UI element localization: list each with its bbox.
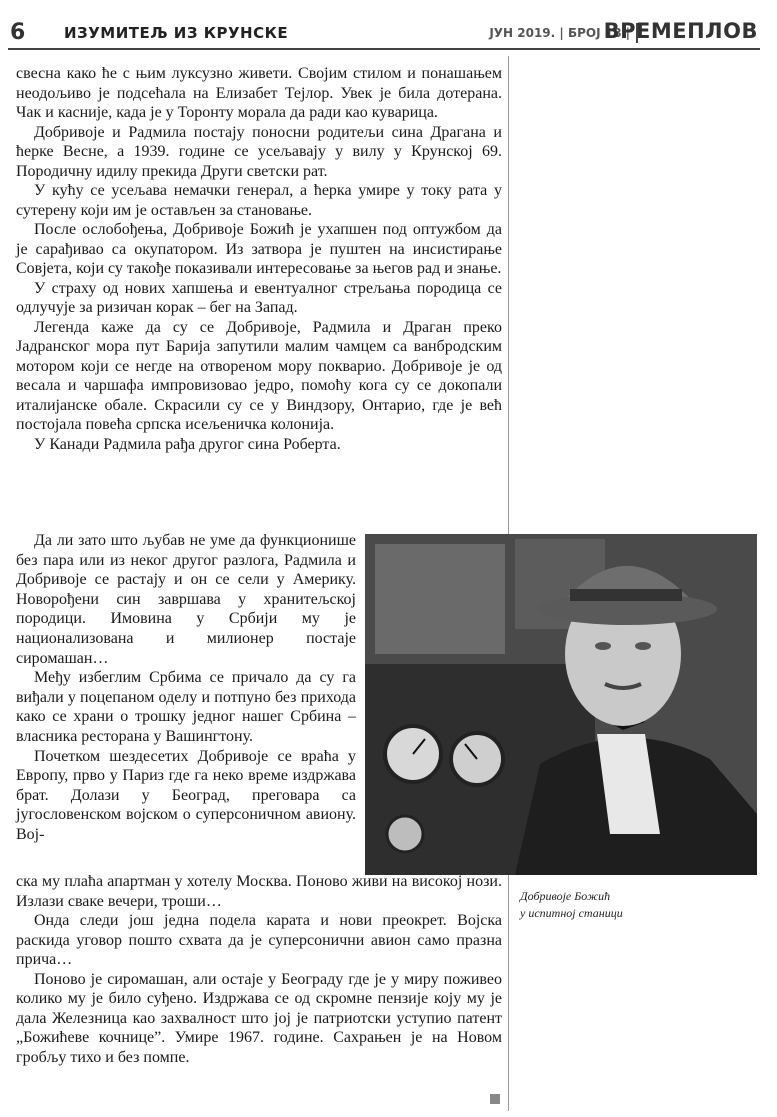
section-title: ИЗУМИТЕЉ ИЗ КРУНСКЕ: [64, 24, 289, 42]
page-header: [8, 19, 760, 50]
paragraph: свесна како ће с њим луксузно живети. Својим стилом и понашањем неодољиво је подсећала на Елизабет Тејлор. Увек је била дотерана. Чак и касније, када је у Торонту морала да ради као куварица.: [16, 65, 502, 121]
paragraph: Да ли зато што љубав не уме да функционише без пара или из неког другог разлога, Радмила и Добривоје се растају и он се сели у Америку. Новорођени син завршава у хранитељској породици. Имовина у Србији му је национализована и милионер постаје сиромашан…: [16, 532, 356, 667]
portrait-illustration: [365, 534, 757, 875]
portrait-photo: [365, 534, 757, 875]
paragraph: ска му плаћа апартман у хотелу Москва. Поново живи на високој нози. Излази сваке вечери, троши…: [16, 873, 502, 910]
paragraph: Легенда каже да су се Добривоје, Радмила и Драган преко Јадранског мора пут Барија запутили малим чамцем са ванбродским мотором који се негде на отвореном мору покварио. Добривоје је од весала и чаршафа импровизовао једро, помоћу кога су се докопали италијанске обале. Скрасили су се у Виндзору, Онтарио, где је већ постојала повећа српска исељеничка колонија.: [16, 318, 502, 433]
paragraph: Поново је сиромашан, али остаје у Београду где је у миру поживео колико му је било суђено. Издржава се од скромне пензије коју му је дала Железница као захвалност што јој је патриотски уступио патент „Божићеве кочнице”. Умире 1967. године. Сахрањен је на Новом гробљу тихо и без помпе.: [16, 970, 502, 1066]
paragraph: После ослобођења, Добривоје Божић је ухапшен под оптужбом да је сарађивао са окупатором. Из затвора је пуштен на инсистирање Совјета, који су такође показивали интересовање за његов рад и знање.: [16, 221, 502, 277]
paragraph: Онда следи још једна подела карата и нови преокрет. Војска раскида уговор пошто схвата да је суперсонични авион само празна прича…: [16, 912, 502, 968]
photo-caption: [520, 888, 720, 922]
magazine-name: ВРЕМЕПЛОВ: [603, 19, 758, 43]
page-number: 6: [10, 20, 26, 45]
paragraph: Почетком шездесетих Добривоје се враћа у Европу, прво у Париз где га неко време издржава брат. Долази у Београд, преговара са југословенском војском о суперсоничном авиону. Вој-: [16, 747, 356, 843]
caption-line: у испитној станици: [520, 906, 623, 920]
end-mark: [490, 1094, 500, 1104]
paragraph: У кућу се усељава немачки генерал, а ћерка умире у току рата у сутерену који им је остављен за становање.: [16, 182, 502, 219]
issue-info: ЈУН 2019. | БРОЈ 18 |: [489, 26, 630, 40]
paragraph: У Канади Радмила рађа другог сина Роберта.: [34, 435, 341, 453]
caption-line: Добривоје Божић: [520, 889, 611, 903]
article-text-top: [16, 64, 502, 454]
article-text-bottom: [16, 872, 502, 1067]
article-text-middle: [16, 531, 356, 845]
paragraph: У страху од нових хапшења и евентуалног стрељања породица се одлучује за ризичан корак – бег на Запад.: [16, 279, 502, 316]
paragraph: Добривоје и Радмила постају поносни родитељи сина Драгана и ћерке Весне, а 1939. године се усељавају у вилу у Крунској 69. Породичну идилу прекида Други светски рат.: [16, 123, 502, 180]
paragraph: Међу избеглим Србима се причало да су га виђали у поцепаном оделу и потпуно без прихода како се храни о трошку једног нашег Србина – власника ресторана у Вашингтону.: [16, 669, 356, 745]
